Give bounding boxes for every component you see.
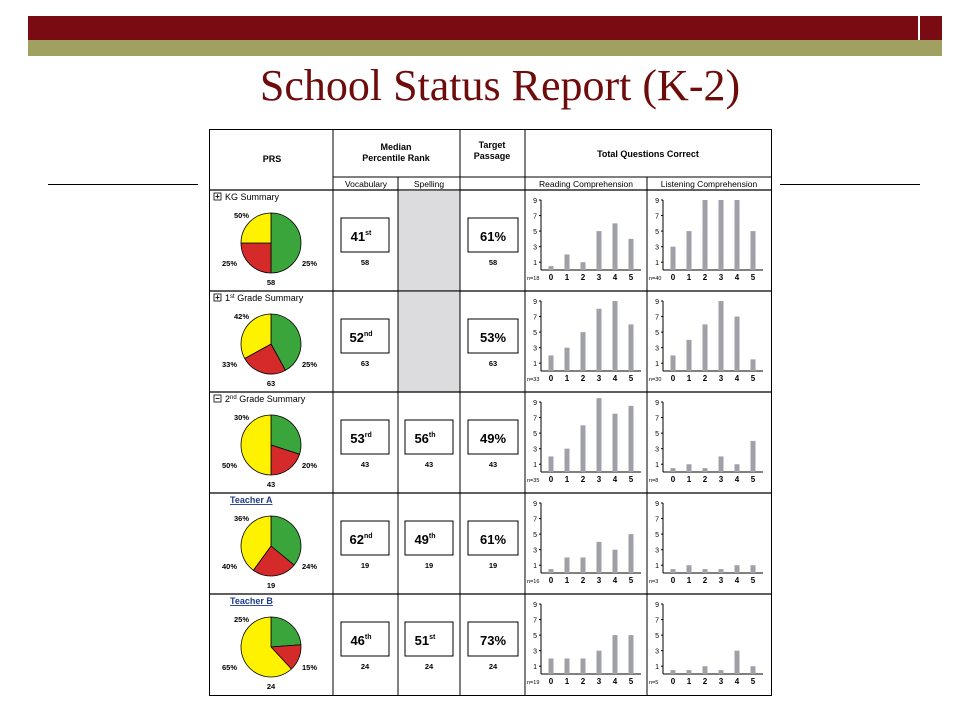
- row2-reading-y-tick-label: 3: [533, 345, 537, 353]
- header-prs: PRS: [262, 154, 282, 164]
- row2-reading-y-tick-label: 5: [533, 329, 537, 337]
- row4-reading-x-tick-label: 1: [564, 576, 570, 585]
- row5-spelling-value: 51st: [414, 633, 436, 648]
- row5-listening-x-tick-label: 1: [686, 677, 692, 686]
- row1-reading-bar: [613, 223, 618, 270]
- row1-listening-bar: [735, 200, 740, 270]
- row3-reading-x-tick-label: 0: [548, 475, 554, 484]
- row5-listening-n-label: n=5: [649, 680, 659, 686]
- row1-pie-label-yellow: 25%: [222, 259, 238, 268]
- row4-spelling-value: 49th: [414, 532, 436, 547]
- row3-listening-y-tick-label: 3: [655, 446, 659, 454]
- row3-reading-y-tick-label: 5: [533, 430, 537, 438]
- row4-listening-y-tick-label: 7: [655, 516, 659, 524]
- row1-listening-bar: [703, 200, 708, 270]
- row3-pie-n: 43: [266, 480, 276, 489]
- row4-listening-x-tick-label: 2: [702, 576, 708, 585]
- row4-listening-bar: [687, 565, 692, 573]
- row5-listening-y-tick-label: 9: [655, 601, 659, 609]
- row4-reading-y-tick-label: 1: [533, 563, 537, 571]
- row1-listening-y-tick-label: 3: [655, 244, 659, 252]
- row2-target-value: 53%: [479, 330, 507, 345]
- status-report-table: [209, 129, 772, 696]
- row2-listening-bar: [671, 355, 676, 371]
- row1-reading-y-tick-label: 3: [533, 244, 537, 252]
- row1-reading-x-tick-label: 2: [580, 273, 586, 282]
- row5-reading-n-label: n=19: [527, 680, 540, 686]
- row5-pie-green: [271, 617, 301, 647]
- row5-pie-label-red: 15%: [302, 663, 318, 672]
- row5-reading-x-tick-label: 2: [580, 677, 586, 686]
- row2-target-n: 63: [488, 359, 498, 368]
- row5-reading-y-tick-label: 5: [533, 632, 537, 640]
- row3-listening-bar: [735, 464, 740, 472]
- header-target-line1: Target: [478, 140, 506, 150]
- row1-reading-x-tick-label: 1: [564, 273, 570, 282]
- corner-block-accent: [918, 40, 942, 56]
- row3-listening-x-tick-label: 1: [686, 475, 692, 484]
- row4-reading-n-label: n=16: [527, 579, 540, 585]
- row3-reading-x-tick-label: 1: [564, 475, 570, 484]
- row4-listening-y-tick-label: 9: [655, 500, 659, 508]
- row3-reading-bar: [613, 414, 618, 472]
- row1-reading-x-tick-label: 4: [612, 273, 618, 282]
- row5-reading-y-tick-label: 3: [533, 648, 537, 656]
- row1-reading-y-tick-label: 5: [533, 228, 537, 236]
- row5-listening-x-tick-label: 2: [702, 677, 708, 686]
- row1-listening-x-tick-label: 4: [734, 273, 740, 282]
- row1-listening-x-tick-label: 2: [702, 273, 708, 282]
- slide-title: School Status Report (K-2): [259, 61, 741, 110]
- row4-reading-y-tick-label: 7: [533, 516, 537, 524]
- row1-reading-y-tick-label: 9: [533, 197, 537, 205]
- row2-reading-y-tick-label: 1: [533, 361, 537, 369]
- row4-target-n: 19: [488, 561, 498, 570]
- row4-listening-x-tick-label: 0: [670, 576, 676, 585]
- row3-pie-yellow: [241, 415, 271, 475]
- row5-listening-y-tick-label: 5: [655, 632, 659, 640]
- row4-reading-y-tick-label: 3: [533, 547, 537, 555]
- row2-vocabulary-n: 63: [360, 359, 370, 368]
- corner-block: [918, 16, 942, 40]
- row4-vocabulary-n: 19: [360, 561, 370, 570]
- row1-pie-label-red: 25%: [302, 259, 318, 268]
- row5-reading-x-tick-label: 3: [596, 677, 602, 686]
- row4-reading-bar: [565, 557, 570, 573]
- row4-listening-bar: [719, 569, 724, 573]
- row3-spelling-value: 56th: [414, 431, 436, 446]
- row2-reading-x-tick-label: 0: [548, 374, 554, 383]
- row4-listening-y-tick-label: 1: [655, 563, 659, 571]
- row5-listening-x-tick-label: 5: [750, 677, 756, 686]
- row1-reading-bar: [597, 231, 602, 270]
- row2-reading-bar: [613, 301, 618, 371]
- row5-vocabulary-value: 46th: [350, 633, 372, 648]
- row5-reading-x-tick-label: 1: [564, 677, 570, 686]
- row2-label: 1st Grade Summary: [225, 293, 304, 303]
- row2-listening-y-tick-label: 3: [655, 345, 659, 353]
- row2-listening-x-tick-label: 0: [670, 374, 676, 383]
- row3-reading-n-label: n=35: [527, 478, 540, 484]
- row2-listening-bar: [751, 359, 756, 371]
- row3-spelling-n: 43: [424, 460, 434, 469]
- row1-reading-y-tick-label: 7: [533, 213, 537, 221]
- row5-listening-bar: [671, 670, 676, 674]
- row2-listening-x-tick-label: 3: [718, 374, 724, 383]
- row3-listening-bar: [719, 456, 724, 472]
- row1-toggle-glyph: +: [215, 192, 220, 202]
- row5-reading-bar: [565, 658, 570, 674]
- row3-reading-bar: [597, 398, 602, 472]
- row1-target-n: 58: [488, 258, 498, 267]
- row4-reading-y-tick-label: 9: [533, 500, 537, 508]
- row4-target-value: 61%: [479, 532, 507, 547]
- row5-target-value: 73%: [479, 633, 507, 648]
- row5-reading-bar: [629, 635, 634, 674]
- row3-listening-x-tick-label: 4: [734, 475, 740, 484]
- row3-reading-y-tick-label: 1: [533, 462, 537, 470]
- row2-reading-bar: [597, 309, 602, 371]
- row1-listening-x-tick-label: 1: [686, 273, 692, 282]
- row4-spelling-n: 19: [424, 561, 434, 570]
- row1-listening-bar: [751, 231, 756, 270]
- row5-target-n: 24: [488, 662, 498, 671]
- row2-listening-n-label: n=30: [649, 377, 662, 383]
- row2-reading-x-tick-label: 5: [628, 374, 634, 383]
- row5-reading-x-tick-label: 5: [628, 677, 634, 686]
- header-total-questions: Total Questions Correct: [597, 149, 699, 159]
- row1-pie-n: 58: [266, 278, 276, 287]
- row4-reading-bar: [613, 550, 618, 573]
- row2-pie-label-green: 42%: [234, 312, 250, 321]
- row2-listening-y-tick-label: 1: [655, 361, 659, 369]
- header-spelling: Spelling: [413, 179, 445, 189]
- row4-pie-label-yellow: 40%: [222, 562, 238, 571]
- row2-listening-y-tick-label: 7: [655, 314, 659, 322]
- title-bar-accent: [28, 40, 918, 56]
- row4-listening-x-tick-label: 3: [718, 576, 724, 585]
- row5-listening-x-tick-label: 0: [670, 677, 676, 686]
- row3-reading-bar: [581, 425, 586, 472]
- row5-pie-n: 24: [266, 682, 276, 691]
- row2-reading-n-label: n=33: [527, 377, 540, 383]
- row2-listening-bar: [687, 340, 692, 371]
- row2-toggle-glyph: +: [215, 293, 220, 303]
- row2-pie-label-yellow: 33%: [222, 360, 238, 369]
- row3-listening-x-tick-label: 0: [670, 475, 676, 484]
- row1-listening-bar: [719, 200, 724, 270]
- row3-reading-bar: [565, 449, 570, 472]
- row1-reading-bar: [549, 266, 554, 270]
- row5-listening-y-tick-label: 7: [655, 617, 659, 625]
- row3-toggle-glyph: −: [215, 394, 220, 404]
- row1-spelling-na: [399, 191, 460, 291]
- row2-pie-label-red: 25%: [302, 360, 318, 369]
- row1-listening-bar: [671, 247, 676, 270]
- divider-right: [780, 184, 920, 185]
- row2-pie-n: 63: [266, 379, 276, 388]
- row1-reading-bar: [565, 254, 570, 270]
- row1-pie-green: [271, 213, 301, 273]
- row5-reading-y-tick-label: 7: [533, 617, 537, 625]
- row3-reading-bar: [549, 456, 554, 472]
- row2-listening-x-tick-label: 2: [702, 374, 708, 383]
- row5-spelling-n: 24: [424, 662, 434, 671]
- row3-reading-x-tick-label: 5: [628, 475, 634, 484]
- row1-target-value: 61%: [479, 229, 507, 244]
- row3-target-value: 49%: [479, 431, 507, 446]
- row5-listening-x-tick-label: 4: [734, 677, 740, 686]
- row1-listening-n-label: n=40: [649, 276, 662, 282]
- row4-listening-bar: [735, 565, 740, 573]
- row2-listening-bar: [703, 324, 708, 371]
- row5-listening-bar: [751, 666, 756, 674]
- row3-listening-bar: [703, 468, 708, 472]
- row4-reading-x-tick-label: 0: [548, 576, 554, 585]
- row1-reading-x-tick-label: 3: [596, 273, 602, 282]
- row2-listening-bar: [735, 317, 740, 371]
- row4-listening-x-tick-label: 5: [750, 576, 756, 585]
- row4-listening-bar: [671, 569, 676, 573]
- row1-listening-y-tick-label: 1: [655, 260, 659, 268]
- row3-pie-label-green: 30%: [234, 413, 250, 422]
- row1-reading-x-tick-label: 0: [548, 273, 554, 282]
- row4-listening-bar: [703, 569, 708, 573]
- row1-reading-bar: [581, 262, 586, 270]
- row5-pie-label-yellow: 65%: [222, 663, 238, 672]
- row4-reading-y-tick-label: 5: [533, 531, 537, 539]
- row2-reading-x-tick-label: 2: [580, 374, 586, 383]
- row2-listening-y-tick-label: 9: [655, 298, 659, 306]
- row1-pie-red: [241, 243, 271, 273]
- report-graphic: [210, 130, 771, 695]
- row5-reading-x-tick-label: 4: [612, 677, 618, 686]
- row4-reading-bar: [597, 542, 602, 573]
- header-median-line2: Percentile Rank: [362, 153, 430, 163]
- row1-listening-y-tick-label: 9: [655, 197, 659, 205]
- row1-listening-x-tick-label: 5: [750, 273, 756, 282]
- row5-reading-bar: [549, 658, 554, 674]
- row4-listening-y-tick-label: 5: [655, 531, 659, 539]
- row5-listening-bar: [735, 651, 740, 674]
- row3-listening-y-tick-label: 9: [655, 399, 659, 407]
- row2-listening-x-tick-label: 5: [750, 374, 756, 383]
- row5-reading-y-tick-label: 1: [533, 664, 537, 672]
- row4-pie-label-green: 36%: [234, 514, 250, 523]
- header-reading: Reading Comprehension: [538, 179, 634, 189]
- row4-reading-x-tick-label: 5: [628, 576, 634, 585]
- row3-listening-y-tick-label: 1: [655, 462, 659, 470]
- row2-listening-x-tick-label: 4: [734, 374, 740, 383]
- row2-reading-y-tick-label: 9: [533, 298, 537, 306]
- row2-spelling-na: [399, 292, 460, 392]
- row5-reading-bar: [581, 658, 586, 674]
- row3-listening-x-tick-label: 2: [702, 475, 708, 484]
- row3-listening-y-tick-label: 5: [655, 430, 659, 438]
- row4-pie-label-red: 24%: [302, 562, 318, 571]
- row1-reading-y-tick-label: 1: [533, 260, 537, 268]
- row3-listening-bar: [751, 441, 756, 472]
- row3-pie-label-yellow: 50%: [222, 461, 238, 470]
- row4-pie-n: 19: [266, 581, 276, 590]
- row4-listening-x-tick-label: 4: [734, 576, 740, 585]
- row5-listening-bar: [703, 666, 708, 674]
- row5-reading-x-tick-label: 0: [548, 677, 554, 686]
- header-listening: Listening Comprehension: [660, 179, 758, 189]
- row4-reading-x-tick-label: 4: [612, 576, 618, 585]
- row3-pie-label-red: 20%: [302, 461, 318, 470]
- row2-vocabulary-value: 52nd: [349, 330, 373, 345]
- row4-listening-n-label: n=3: [649, 579, 659, 585]
- row3-listening-bar: [687, 464, 692, 472]
- row2-listening-x-tick-label: 1: [686, 374, 692, 383]
- row5-reading-y-tick-label: 9: [533, 601, 537, 609]
- row5-vocabulary-n: 24: [360, 662, 370, 671]
- row4-reading-bar: [581, 557, 586, 573]
- row5-label: Teacher B: [230, 596, 273, 606]
- row2-listening-bar: [719, 301, 724, 371]
- row5-reading-bar: [597, 651, 602, 674]
- row2-reading-bar: [565, 348, 570, 371]
- row4-reading-x-tick-label: 3: [596, 576, 602, 585]
- row3-listening-bar: [671, 468, 676, 472]
- row4-reading-bar: [549, 569, 554, 573]
- row1-listening-bar: [687, 231, 692, 270]
- row3-reading-x-tick-label: 2: [580, 475, 586, 484]
- header-median-line1: Median: [380, 142, 412, 152]
- divider-left: [48, 184, 198, 185]
- row2-reading-bar: [581, 332, 586, 371]
- row5-listening-y-tick-label: 3: [655, 648, 659, 656]
- title-bar-top: [28, 16, 918, 40]
- header-vocabulary: Vocabulary: [344, 179, 388, 189]
- row3-listening-x-tick-label: 5: [750, 475, 756, 484]
- row3-reading-bar: [629, 406, 634, 472]
- row1-vocabulary-value: 41st: [350, 229, 372, 244]
- row2-reading-x-tick-label: 4: [612, 374, 618, 383]
- row3-reading-x-tick-label: 3: [596, 475, 602, 484]
- row5-pie-label-green: 25%: [234, 615, 250, 624]
- row4-reading-x-tick-label: 2: [580, 576, 586, 585]
- row1-listening-x-tick-label: 0: [670, 273, 676, 282]
- row4-vocabulary-value: 62nd: [349, 532, 373, 547]
- row1-reading-n-label: n=18: [527, 276, 540, 282]
- row1-vocabulary-n: 58: [360, 258, 370, 267]
- row5-reading-bar: [613, 635, 618, 674]
- row3-reading-y-tick-label: 7: [533, 415, 537, 423]
- row4-reading-bar: [629, 534, 634, 573]
- row2-reading-x-tick-label: 1: [564, 374, 570, 383]
- row3-reading-y-tick-label: 3: [533, 446, 537, 454]
- row2-listening-y-tick-label: 5: [655, 329, 659, 337]
- row1-listening-y-tick-label: 7: [655, 213, 659, 221]
- row3-target-n: 43: [488, 460, 498, 469]
- row3-reading-x-tick-label: 4: [612, 475, 618, 484]
- row1-listening-x-tick-label: 3: [718, 273, 724, 282]
- row4-listening-bar: [751, 565, 756, 573]
- row4-label: Teacher A: [230, 495, 273, 505]
- row3-listening-y-tick-label: 7: [655, 415, 659, 423]
- row4-listening-x-tick-label: 1: [686, 576, 692, 585]
- row1-pie-label-green: 50%: [234, 211, 250, 220]
- row2-reading-x-tick-label: 3: [596, 374, 602, 383]
- row3-vocabulary-value: 53rd: [350, 431, 372, 446]
- row1-reading-bar: [629, 239, 634, 270]
- row2-reading-y-tick-label: 7: [533, 314, 537, 322]
- row1-listening-y-tick-label: 5: [655, 228, 659, 236]
- row4-listening-y-tick-label: 3: [655, 547, 659, 555]
- row5-listening-bar: [719, 670, 724, 674]
- row2-reading-bar: [629, 324, 634, 371]
- row3-label: 2nd Grade Summary: [225, 394, 306, 404]
- row3-listening-n-label: n=8: [649, 478, 659, 484]
- header-target-line2: Passage: [473, 151, 511, 161]
- row3-vocabulary-n: 43: [360, 460, 370, 469]
- row1-label: KG Summary: [225, 192, 280, 202]
- row2-reading-bar: [549, 355, 554, 371]
- row5-listening-y-tick-label: 1: [655, 664, 659, 672]
- row5-listening-bar: [687, 670, 692, 674]
- row1-reading-x-tick-label: 5: [628, 273, 634, 282]
- row3-listening-x-tick-label: 3: [718, 475, 724, 484]
- row3-reading-y-tick-label: 9: [533, 399, 537, 407]
- row5-listening-x-tick-label: 3: [718, 677, 724, 686]
